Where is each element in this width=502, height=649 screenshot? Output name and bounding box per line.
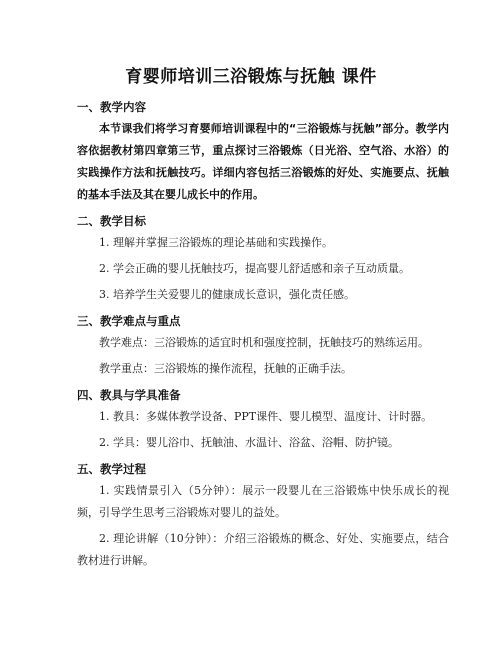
materials-item: 1. 教具：多媒体教学设备、PPT课件、婴儿模型、温度计、计时器。 [99,410,433,423]
teaching-focus-item: 教学重点：三浴锻炼的操作流程，抚触的正确手法。 [99,362,352,375]
section-heading-materials: 四、教具与学具准备 [77,388,181,402]
section-heading-difficulties-focus: 三、教学难点与重点 [77,314,181,328]
document-body [77,96,449,576]
teaching-goal-item: 2. 学会正确的婴儿抚触技巧，提高婴儿舒适感和亲子互动质量。 [99,262,410,275]
section-heading-teaching-process: 五、教学过程 [77,462,146,476]
materials-item: 2. 学具：婴儿浴巾、抚触油、水温计、浴盆、浴帽、防护镜。 [99,436,399,449]
teaching-goal-item: 3. 培养学生关爱婴儿的健康成长意识，强化责任感。 [99,288,355,301]
process-step-item: 2. 理论讲解（10分钟）：介绍三浴锻炼的概念、好处、实施要点，结合教材进行讲解。 [77,532,449,567]
teaching-content-paragraph: 本节课我们将学习育婴师培训课程中的“三浴锻炼与抚触”部分。教学内容依据教材第四章第三节，重点探讨三浴锻炼（日光浴、空气浴、水浴）的实践操作方法和抚触技巧。详细内容包括三浴锻炼的好处、实施要点、抚触的基本手法及其在婴儿成长中的作用。 [77,122,449,201]
teaching-difficulty-item: 教学难点：三浴锻炼的适宜时机和强度控制，抚触技巧的熟练运用。 [99,336,429,349]
teaching-goal-item: 1. 理解并掌握三浴锻炼的理论基础和实践操作。 [99,236,333,249]
process-step-item: 1. 实践情景引入（5分钟）：展示一段婴儿在三浴锻炼中快乐成长的视频，引导学生思考三浴锻炼对婴儿的益处。 [77,484,449,519]
section-heading-teaching-goals: 二、教学目标 [77,214,146,228]
section-heading-teaching-content: 一、教学内容 [77,100,146,114]
document-title: 育婴师培训三浴锻炼与抚触 课件 [125,67,377,87]
